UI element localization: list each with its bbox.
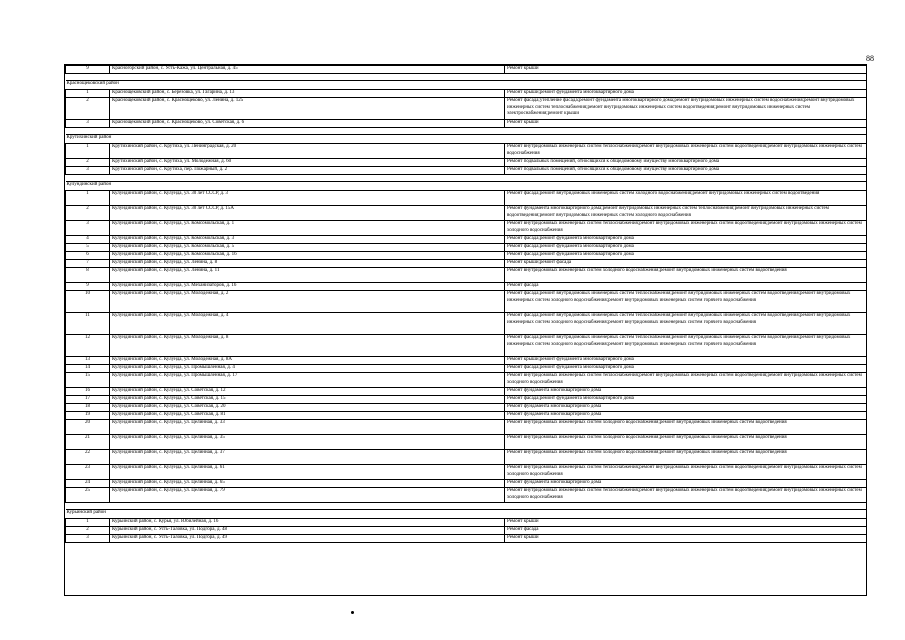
row-number: 15 <box>66 373 110 388</box>
table-row <box>66 404 867 412</box>
row-address: Кулундинский район, с. Кулунда, ул. Целинная, д. 35 <box>110 435 505 450</box>
row-number: 9 <box>66 283 110 291</box>
row-work: Ремонт внутридомовых инженерных систем холодного водоснабжения;ремонт внутридомовых инженерных систем водоотведения <box>505 420 867 435</box>
row-number: 1 <box>66 519 110 527</box>
section-title: Крутихинский район <box>66 135 867 144</box>
row-address: Кулундинский район, с. Кулунда, ул. Промышленная, д. 17 <box>110 373 505 388</box>
row-address: Крутихинский район, с. Крутиха, пер. Пожарный, д. 2 <box>110 167 505 175</box>
row-number: 3 <box>66 120 110 128</box>
row-address: Кулундинский район, с. Кулунда, ул. 30 лет СССР, д. 3 <box>110 191 505 206</box>
row-work: Ремонт внутридомовых инженерных систем теплоснабжения;ремонт внутридомовых инженерных систем водоотведения;ремонт внутридомовых инженерных систем холодного водоснабжения <box>505 373 867 388</box>
row-work: Ремонт фасада;утепление фасада;ремонт фундамента многоквартирного дома;ремонт внутридомовых инженерных систем водоснабжения;ремонт внутридомовых инженерных систем теплоснабжения;ремонт внутридомовых инженерных систем водоотведения;ремонт внутридомовых инженерных систем электроснабжения;ремонт крыши <box>505 98 867 120</box>
row-number: 16 <box>66 388 110 396</box>
table-row <box>66 435 867 450</box>
row-work: Ремонт внутридомовых инженерных систем теплоснабжения;ремонт внутридомовых инженерных систем водоотведения;ремонт внутридомовых инженерных систем холодного водоснабжения <box>505 465 867 480</box>
section-title: Кулундинский район <box>66 182 867 191</box>
table-row <box>66 420 867 435</box>
row-address: Кулундинский район, с. Кулунда, ул. Молодежная, д. 2 <box>110 291 505 313</box>
spacer-cell <box>66 175 867 182</box>
row-address: Кулундинский район, с. Кулунда, ул. Молодежная, д. 4 <box>110 313 505 335</box>
row-number: 23 <box>66 465 110 480</box>
row-work: Ремонт крыши;ремонт фасада <box>505 260 867 268</box>
section-spacer <box>66 74 867 81</box>
table-row <box>66 144 867 159</box>
row-work: Ремонт фасада <box>505 527 867 535</box>
row-number: 25 <box>66 488 110 503</box>
row-address: Кулундинский район, с. Кулунда, ул. Молодежная, д. 8А <box>110 357 505 365</box>
row-work: Ремонт внутридомовых инженерных систем теплоснабжения;ремонт внутридомовых инженерных систем водоотведения;ремонт внутридомовых инженерных систем холодного водоснабжения <box>505 221 867 236</box>
table-row <box>66 120 867 128</box>
spacer-cell <box>66 128 867 135</box>
row-address: Кулундинский район, с. Кулунда, ул. Комсомольская, д. 3 <box>110 236 505 244</box>
row-work: Ремонт фасада;ремонт фундамента многоквартирного дома <box>505 244 867 252</box>
row-work: Ремонт фасада;ремонт фундамента многоквартирного дома <box>505 236 867 244</box>
row-address: Крутихинский район, с. Крутиха, ул. Ленинградская, д. 20 <box>110 144 505 159</box>
row-address: Курьинский район, с. Усть-Таловка, ул. Подгора, д. 49 <box>110 535 505 543</box>
row-work: Ремонт внутридомовых инженерных систем холодного водоснабжения;ремонт внутридомовых инженерных систем водоотведения <box>505 268 867 283</box>
table-row <box>66 465 867 480</box>
row-work: Ремонт крыши;ремонт фундамента многоквартирного дома <box>505 357 867 365</box>
table-row <box>66 283 867 291</box>
section-header-row <box>66 135 867 144</box>
table-row <box>66 191 867 206</box>
row-work: Ремонт крыши <box>505 66 867 74</box>
section-spacer <box>66 175 867 182</box>
table-row <box>66 90 867 98</box>
table-row <box>66 291 867 313</box>
table-row <box>66 357 867 365</box>
row-work: Ремонт фасада;ремонт внутридомовых инженерных систем теплоснабжения;ремонт внутридомовых инженерных систем водоотведения;ремонт внутридомовых инженерных систем холодного водоснабжения;ремонт внутридомовых инженерных систем горячего водоснабжения <box>505 313 867 335</box>
row-number: 4 <box>66 236 110 244</box>
row-work: Ремонт внутридомовых инженерных систем теплоснабжения;ремонт внутридомовых инженерных систем водоотведения;ремонт внутридомовых инженерных систем холодного водоснабжения <box>505 488 867 503</box>
row-address: Кулундинский район, с. Кулунда, ул. Комсомольская, д. 5 <box>110 244 505 252</box>
register-table <box>65 65 867 543</box>
row-work: Ремонт фундамента многоквартирного дома <box>505 412 867 420</box>
row-number: 8 <box>66 268 110 283</box>
row-work: Ремонт фундамента многоквартирного дома <box>505 480 867 488</box>
row-address: Кулундинский район, с. Кулунда, ул. Советская, д. 15 <box>110 396 505 404</box>
row-address: Кулундинский район, с. Кулунда, ул. Советская, д. 20 <box>110 404 505 412</box>
table-row <box>66 206 867 221</box>
row-work: Ремонт внутридомовых инженерных систем теплоснабжения;ремонт внутридомовых инженерных систем водоотведения;ремонт внутридомовых инженерных систем водоснабжения <box>505 144 867 159</box>
row-number: 20 <box>66 420 110 435</box>
register-table-sheet <box>64 64 867 596</box>
row-work: Ремонт фундамента многоквартирного дома;ремонт внутридомовых инженерных систем теплоснабжения;ремонт внутридомовых инженерных систем водоотведения;ремонт внутридомовых инженерных систем холодного водоснабжения <box>505 206 867 221</box>
row-work: Ремонт фасада;ремонт внутридомовых инженерных систем теплоснабжения;ремонт внутридомовых инженерных систем водоотведения;ремонт внутридомовых инженерных систем холодного водоснабжения;ремонт внутридомовых инженерных систем горячего водоснабжения <box>505 291 867 313</box>
row-address: Кулундинский район, с. Кулунда, ул. Ленина, д. 8 <box>110 260 505 268</box>
row-number: 12 <box>66 335 110 357</box>
row-work: Ремонт крыши;ремонт фундамента многоквартирного дома <box>505 90 867 98</box>
row-number: 13 <box>66 357 110 365</box>
table-row <box>66 527 867 535</box>
table-row <box>66 98 867 120</box>
row-address: Курьинский район, с. Курья, ул. Юбилейная, д. 16 <box>110 519 505 527</box>
row-number: 2 <box>66 159 110 167</box>
row-number: 2 <box>66 527 110 535</box>
table-row <box>66 396 867 404</box>
section-header-row <box>66 182 867 191</box>
row-work: Ремонт крыши <box>505 535 867 543</box>
row-address: Кулундинский район, с. Кулунда, ул. Комсомольская, д. 16 <box>110 252 505 260</box>
row-address: Кулундинский район, с. Кулунда, ул. Целинная, д. 61 <box>110 465 505 480</box>
row-address: Кулундинский район, с. Кулунда, ул. 30 лет СССР, д. 15А <box>110 206 505 221</box>
row-address: Кулундинский район, с. Кулунда, ул. Целинная, д. 33 <box>110 420 505 435</box>
row-address: Кулундинский район, с. Кулунда, ул. Промышленная, д. 4 <box>110 365 505 373</box>
row-address: Кулундинский район, с. Кулунда, ул. Целинная, д. 79 <box>110 488 505 503</box>
row-number: 11 <box>66 313 110 335</box>
spacer-cell <box>66 503 867 510</box>
table-row <box>66 268 867 283</box>
row-work: Ремонт внутридомовых инженерных систем холодного водоснабжения;ремонт внутридомовых инженерных систем водоотведения <box>505 450 867 465</box>
row-number: 22 <box>66 450 110 465</box>
table-row <box>66 252 867 260</box>
row-number: 2 <box>66 206 110 221</box>
row-address: Курьинский район, с. Усть-Таловка, ул. Подгора, д. 48 <box>110 527 505 535</box>
table-row <box>66 236 867 244</box>
page-dot-mark <box>351 611 354 614</box>
row-work: Ремонт крыши <box>505 120 867 128</box>
row-number: 5 <box>66 244 110 252</box>
row-number: 1 <box>66 90 110 98</box>
row-work: Ремонт фасада;ремонт фундамента многоквартирного дома <box>505 365 867 373</box>
row-number: 1 <box>66 191 110 206</box>
row-address: Крутихинский район, с. Крутиха, ул. Молодежная, д. 60 <box>110 159 505 167</box>
table-row <box>66 480 867 488</box>
row-number: 14 <box>66 365 110 373</box>
row-address: Кулундинский район, с. Кулунда, ул. Советская, д. 12 <box>110 388 505 396</box>
row-work: Ремонт подвальных помещений, относящихся к общедомовому имуществу многоквартирного дома <box>505 159 867 167</box>
table-row <box>66 373 867 388</box>
row-address: Краснощековский район, с. Берёзовка, ул. Гагарина, д. 13 <box>110 90 505 98</box>
table-row <box>66 335 867 357</box>
section-title: Краснощековский район <box>66 81 867 90</box>
row-number: 3 <box>66 221 110 236</box>
row-number: 2 <box>66 98 110 120</box>
table-row <box>66 519 867 527</box>
row-number: 1 <box>66 144 110 159</box>
row-work: Ремонт фундамента многоквартирного дома <box>505 388 867 396</box>
table-row <box>66 488 867 503</box>
row-work: Ремонт фасада;ремонт внутридомовых инженерных систем теплоснабжения;ремонт внутридомовых инженерных систем водоотведения;ремонт внутридомовых инженерных систем холодного водоснабжения;ремонт внутридомовых инженерных систем горячего водоснабжения <box>505 335 867 357</box>
row-work: Ремонт фундамента многоквартирного дома <box>505 404 867 412</box>
spacer-cell <box>66 74 867 81</box>
section-spacer <box>66 128 867 135</box>
row-number: 17 <box>66 396 110 404</box>
page-number: 88 <box>866 54 874 63</box>
section-title: Курьинский район <box>66 510 867 519</box>
row-number: 6 <box>66 252 110 260</box>
table-row <box>66 167 867 175</box>
table-row <box>66 365 867 373</box>
row-number: 9 <box>66 66 110 74</box>
row-work: Ремонт фасада;ремонт фундамента многоквартирного дома <box>505 252 867 260</box>
table-row <box>66 221 867 236</box>
table-row <box>66 535 867 543</box>
table-row <box>66 412 867 420</box>
row-number: 19 <box>66 412 110 420</box>
row-address: Краснощековский район, с. Краснощёково, ул. Ленина, д. 125 <box>110 98 505 120</box>
row-address: Кулундинский район, с. Кулунда, ул. Комсомольская, д. 1 <box>110 221 505 236</box>
section-spacer <box>66 503 867 510</box>
row-address: Кулундинский район, с. Кулунда, ул. Механизаторов, д. 16 <box>110 283 505 291</box>
row-work: Ремонт фасада <box>505 283 867 291</box>
table-row <box>66 388 867 396</box>
row-address: Кулундинский район, с. Кулунда, ул. Целинная, д. 65 <box>110 480 505 488</box>
row-address: Кулундинский район, с. Кулунда, ул. Советская, д. 81 <box>110 412 505 420</box>
table-row <box>66 244 867 252</box>
table-row <box>66 66 867 74</box>
table-row <box>66 313 867 335</box>
row-number: 7 <box>66 260 110 268</box>
row-address: Кулундинский район, с. Кулунда, ул. Молодежная, д. 8 <box>110 335 505 357</box>
row-number: 24 <box>66 480 110 488</box>
row-number: 3 <box>66 167 110 175</box>
row-work: Ремонт крыши <box>505 519 867 527</box>
row-address: Красногорский район, с. Усть-Кажа, ул. Центральная, д. 45 <box>110 66 505 74</box>
table-row <box>66 260 867 268</box>
table-row <box>66 159 867 167</box>
row-address: Кулундинский район, с. Кулунда, ул. Целинная, д. 37 <box>110 450 505 465</box>
row-number: 3 <box>66 535 110 543</box>
section-header-row <box>66 81 867 90</box>
row-work: Ремонт подвальных помещений, относящихся к общедомовому имуществу многоквартирного дома <box>505 167 867 175</box>
row-number: 10 <box>66 291 110 313</box>
row-work: Ремонт внутридомовых инженерных систем холодного водоснабжения;ремонт внутридомовых инженерных систем водоотведения <box>505 435 867 450</box>
row-number: 21 <box>66 435 110 450</box>
section-header-row <box>66 510 867 519</box>
table-row <box>66 450 867 465</box>
row-work: Ремонт фасада;ремонт фундамента многоквартирного дома <box>505 396 867 404</box>
row-address: Кулундинский район, с. Кулунда, ул. Ленина, д. 11 <box>110 268 505 283</box>
row-number: 18 <box>66 404 110 412</box>
row-address: Краснощековский район, с. Краснощёково, ул. Советская, д. 6 <box>110 120 505 128</box>
row-work: Ремонт фасада;ремонт внутридомовых инженерных систем холодного водоснабжения;ремонт внутридомовых инженерных систем водоотведения <box>505 191 867 206</box>
